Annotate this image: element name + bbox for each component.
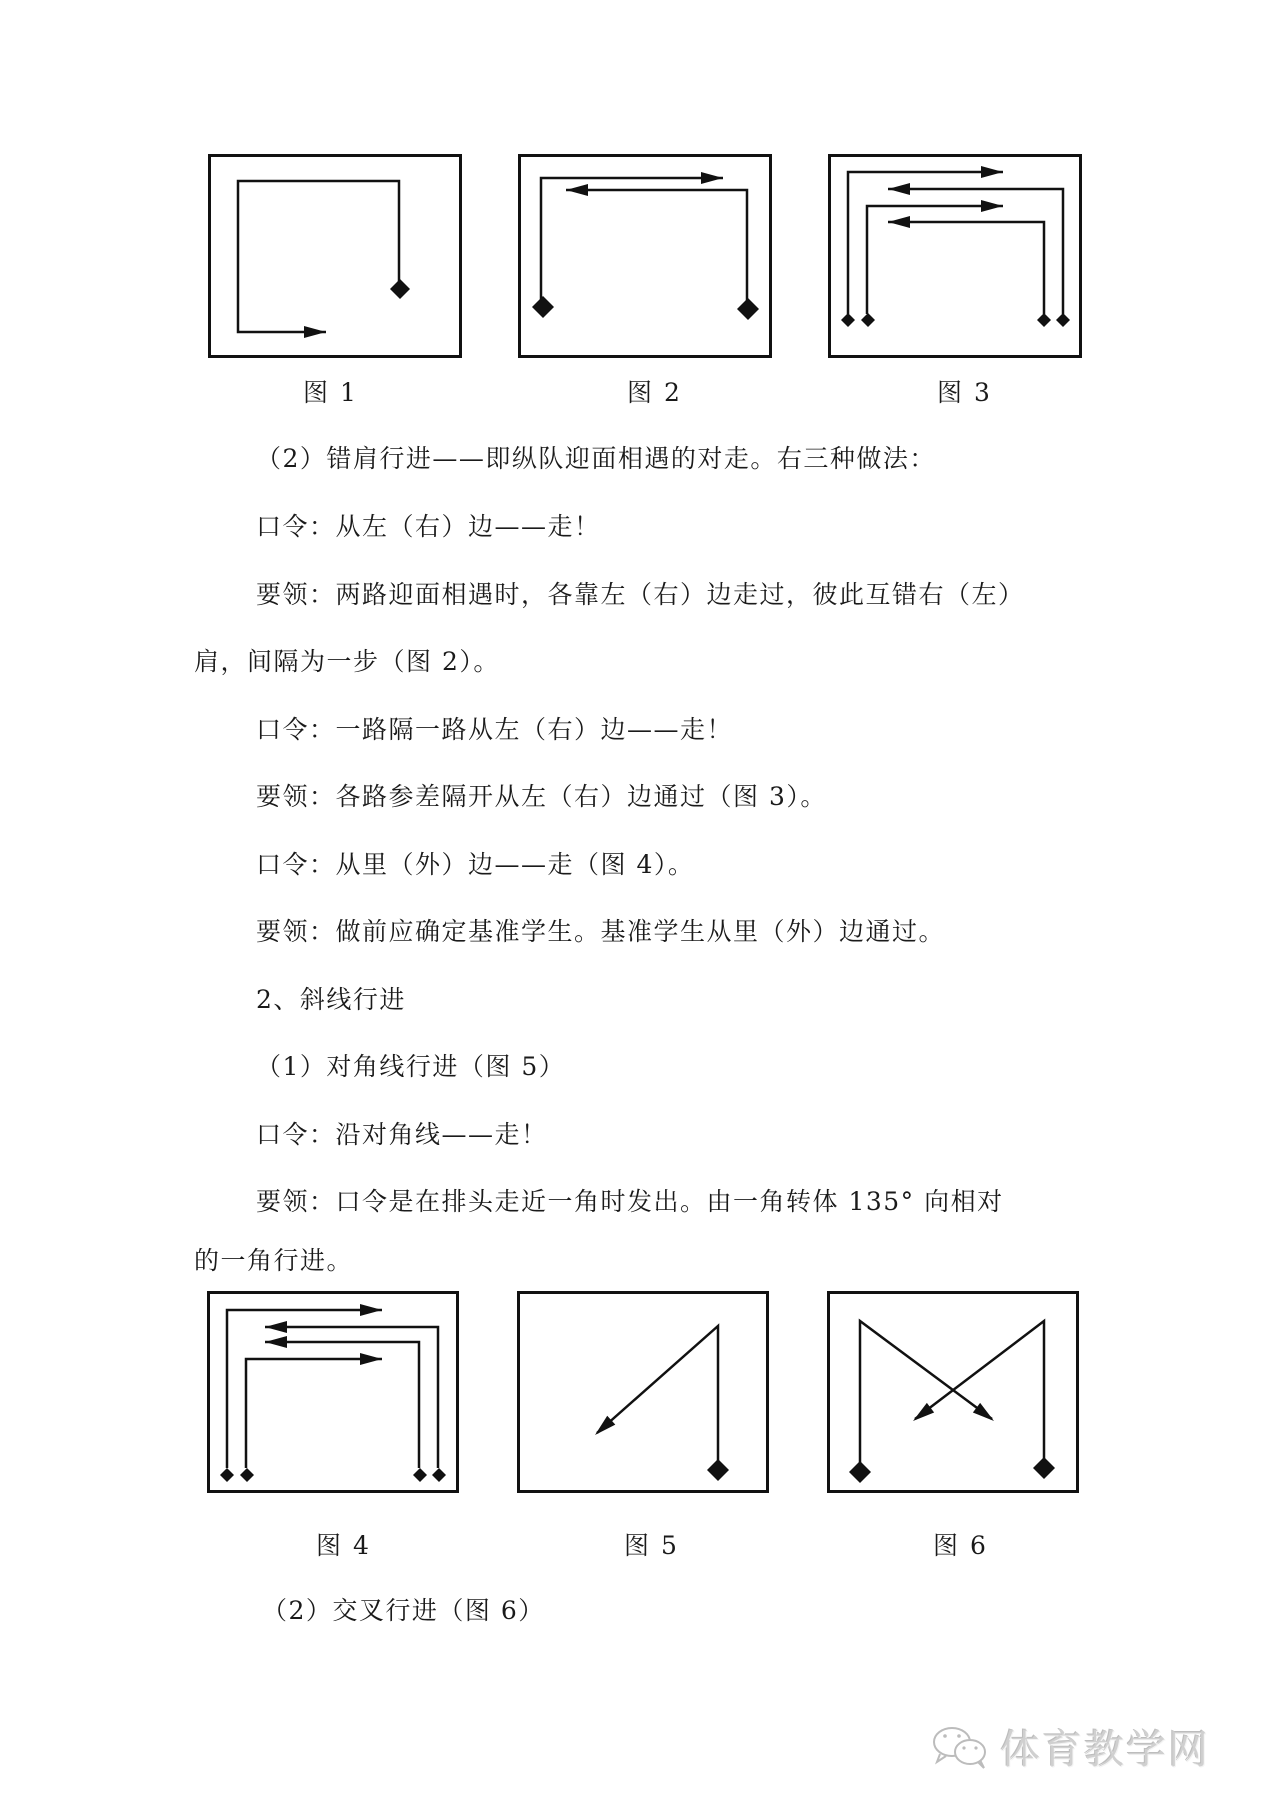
figure-1-diagram	[208, 154, 462, 358]
section-heading-diagonal: 2、斜线行进	[256, 985, 406, 1014]
figure-1	[208, 154, 462, 358]
field-border	[520, 156, 771, 357]
figure-5-caption: 图 5	[624, 1531, 679, 1560]
figure-1-caption: 图 1	[303, 378, 358, 407]
march-path	[265, 1342, 419, 1468]
figure-6	[827, 1291, 1079, 1493]
start-marker-diamond-icon	[432, 1468, 446, 1482]
arrowhead-icon	[360, 1353, 382, 1365]
arrowhead-icon	[265, 1321, 287, 1333]
march-path	[597, 1326, 718, 1466]
command-left-right: 口令：从左（右）边——走！	[256, 512, 601, 541]
essentials-alternate-rows: 要领：各路参差隔开从左（右）边通过（图 3）。	[256, 782, 827, 811]
start-marker-diamond-icon	[1056, 313, 1070, 327]
start-marker-diamond-icon	[240, 1468, 254, 1482]
figure-4-diagram	[207, 1291, 459, 1493]
command-alternate-rows: 口令：一路隔一路从左（右）边——走！	[256, 715, 734, 744]
march-path	[848, 172, 1003, 314]
essentials-inside-outside: 要领：做前应确定基准学生。基准学生从里（外）边通过。	[256, 917, 946, 946]
arrowhead-icon	[304, 326, 326, 338]
start-marker-diamond-icon	[413, 1468, 427, 1482]
command-diagonal: 口令：沿对角线——走！	[256, 1120, 548, 1149]
figure-2-diagram	[518, 154, 772, 358]
start-marker-diamond-icon	[841, 313, 855, 327]
watermark-text: 体育教学网	[1000, 1727, 1210, 1773]
start-marker-diamond-icon	[390, 279, 410, 299]
march-path	[238, 181, 399, 332]
figure-4	[207, 1291, 459, 1493]
march-path	[265, 1327, 438, 1468]
figure-4-caption: 图 4	[316, 1531, 371, 1560]
wechat-icon	[930, 1724, 992, 1770]
figure-2-caption: 图 2	[627, 378, 682, 407]
start-marker-diamond-icon	[1037, 313, 1051, 327]
march-path	[860, 1321, 992, 1468]
figure-5	[517, 1291, 769, 1493]
figure-6-diagram	[827, 1291, 1079, 1493]
march-path	[888, 189, 1063, 314]
march-path	[227, 1310, 382, 1468]
start-marker-diamond-icon	[1033, 1457, 1055, 1479]
field-border	[210, 156, 461, 357]
figure-5-diagram	[517, 1291, 769, 1493]
arrowhead-icon	[888, 216, 910, 228]
start-marker-diamond-icon	[707, 1459, 729, 1481]
arrowhead-icon	[360, 1304, 382, 1316]
watermark	[930, 1718, 1210, 1775]
march-path	[541, 178, 723, 304]
figure-2	[518, 154, 772, 358]
essentials-diagonal-line1: 要领：口令是在排头走近一角时发出。由一角转体 135° 向相对	[256, 1187, 1004, 1216]
arrowhead-icon	[888, 183, 910, 195]
start-marker-diamond-icon	[532, 296, 554, 318]
command-inside-outside: 口令：从里（外）边——走（图 4）。	[256, 850, 695, 879]
essentials-pass-line2: 肩，间隔为一步（图 2）。	[194, 647, 500, 676]
arrowhead-icon	[265, 1336, 287, 1348]
arrowhead-icon	[566, 184, 588, 196]
arrowhead-icon	[981, 166, 1003, 178]
paragraph-staggered-march: （2）错肩行进——即纵队迎面相遇的对走。右三种做法：	[256, 444, 936, 473]
march-path	[888, 222, 1044, 314]
essentials-diagonal-line2: 的一角行进。	[194, 1246, 354, 1275]
arrowhead-icon	[701, 172, 723, 184]
subheading-diagonal-march: （1）对角线行进（图 5）	[256, 1052, 566, 1081]
march-path	[566, 190, 747, 304]
start-marker-diamond-icon	[861, 313, 875, 327]
start-marker-diamond-icon	[220, 1468, 234, 1482]
start-marker-diamond-icon	[849, 1461, 871, 1483]
subheading-cross-march: （2）交叉行进（图 6）	[262, 1596, 545, 1625]
march-path	[915, 1321, 1044, 1463]
figure-6-caption: 图 6	[933, 1531, 988, 1560]
figure-3-diagram	[828, 154, 1082, 358]
figure-3	[828, 154, 1082, 358]
start-marker-diamond-icon	[737, 298, 759, 320]
essentials-pass-line1: 要领：两路迎面相遇时，各靠左（右）边走过，彼此互错右（左）	[256, 580, 1025, 609]
figure-3-caption: 图 3	[937, 378, 992, 407]
march-path	[246, 1359, 382, 1468]
arrowhead-icon	[981, 200, 1003, 212]
